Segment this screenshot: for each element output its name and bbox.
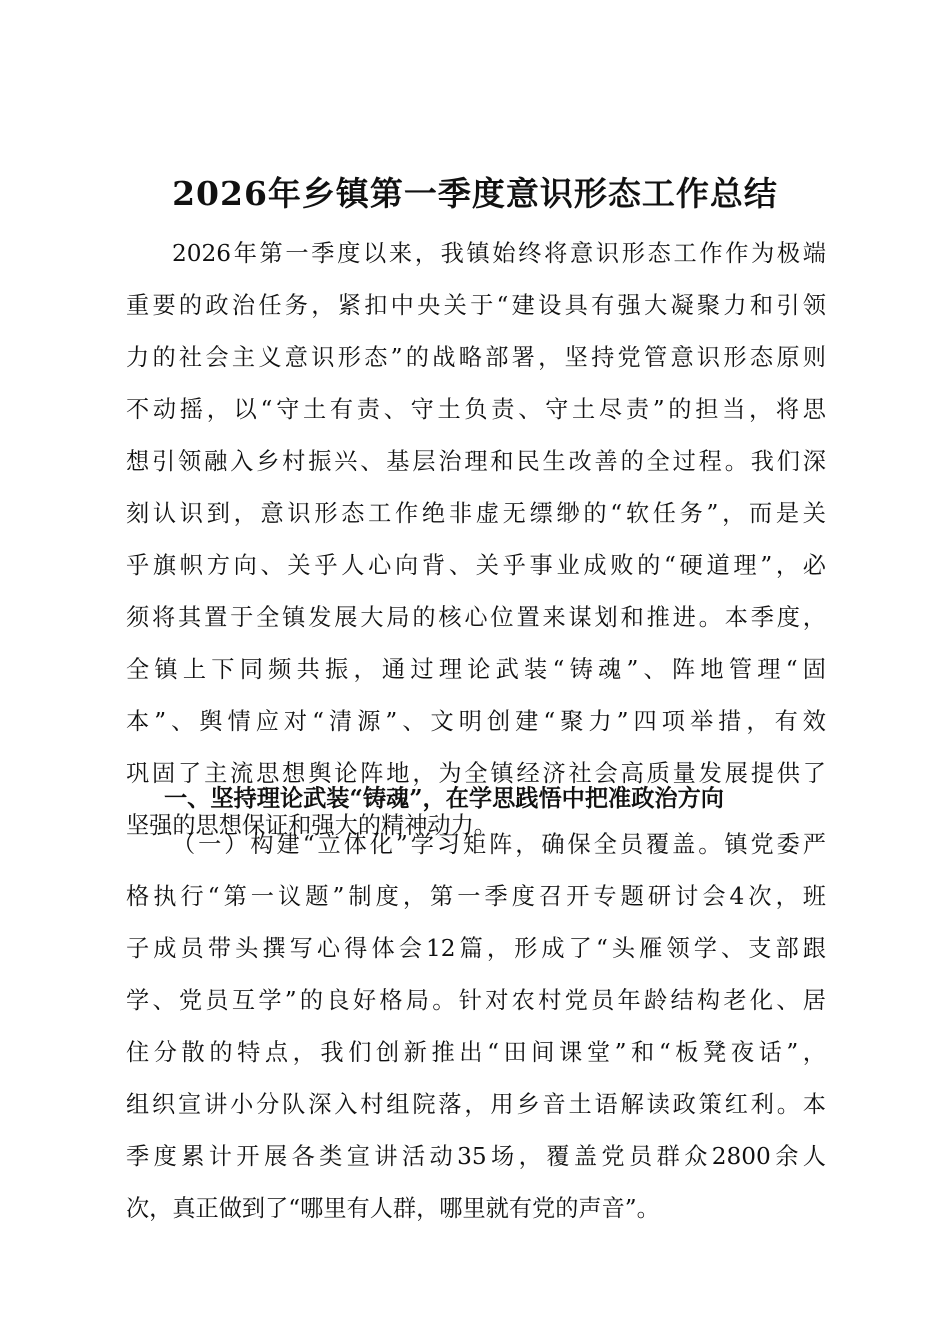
paragraph-line: 学、党员互学”的良好格局。针对农村党员年龄结构老化、居 xyxy=(126,987,826,1014)
paragraph-line: 力的社会主义意识形态”的战略部署，坚持党管意识形态原则 xyxy=(126,344,826,371)
paragraph-line: 乎旗帜方向、关乎人心向背、关乎事业成败的“硬道理”，必 xyxy=(126,552,826,579)
paragraph-line: 重要的政治任务，紧扣中央关于“建设具有强大凝聚力和引领 xyxy=(126,292,826,319)
document-title: 2026年乡镇第一季度意识形态工作总结 xyxy=(172,174,778,213)
paragraph-line: 本”、舆情应对“清源”、文明创建“聚力”四项举措，有效 xyxy=(126,708,826,735)
paragraph-line: 全镇上下同频共振，通过理论武装“铸魂”、阵地管理“固 xyxy=(126,656,826,683)
paragraph-line: 组织宣讲小分队深入村组院落，用乡音土语解读政策红利。本 xyxy=(126,1091,826,1118)
paragraph-line: 次，真正做到了“哪里有人群，哪里就有党的声音”。 xyxy=(126,1195,660,1222)
paragraph-line: 刻认识到，意识形态工作绝非虚无缥缈的“软任务”，而是关 xyxy=(126,500,826,527)
intro-paragraph xyxy=(126,228,826,852)
paragraph-line: 格执行“第一议题”制度，第一季度召开专题研讨会4次，班 xyxy=(126,883,826,910)
paragraph-line: 住分散的特点，我们创新推出“田间课堂”和“板凳夜话”， xyxy=(126,1039,826,1066)
paragraph-line: 须将其置于全镇发展大局的核心位置来谋划和推进。本季度， xyxy=(126,604,826,631)
paragraph-line: （一）构建“立体化”学习矩阵，确保全员覆盖。镇党委严 xyxy=(172,831,826,858)
paragraph-line: 坚强的思想保证和强大的精神动力。 xyxy=(126,812,497,839)
paragraph-line: 子成员带头撰写心得体会12篇，形成了“头雁领学、支部跟 xyxy=(126,935,826,962)
section-heading: 一、坚持理论武装“铸魂”，在学思践悟中把准政治方向 xyxy=(164,785,724,812)
paragraph-line: 不动摇，以“守土有责、守土负责、守土尽责”的担当，将思 xyxy=(126,396,826,423)
paragraph-line: 2026年第一季度以来，我镇始终将意识形态工作作为极端 xyxy=(172,240,826,267)
paragraph-line: 巩固了主流思想舆论阵地，为全镇经济社会高质量发展提供了 xyxy=(126,760,826,787)
section1-paragraph xyxy=(126,819,826,1235)
paragraph-line: 想引领融入乡村振兴、基层治理和民生改善的全过程。我们深 xyxy=(126,448,826,475)
paragraph-line: 季度累计开展各类宣讲活动35场，覆盖党员群众2800余人 xyxy=(126,1143,826,1170)
